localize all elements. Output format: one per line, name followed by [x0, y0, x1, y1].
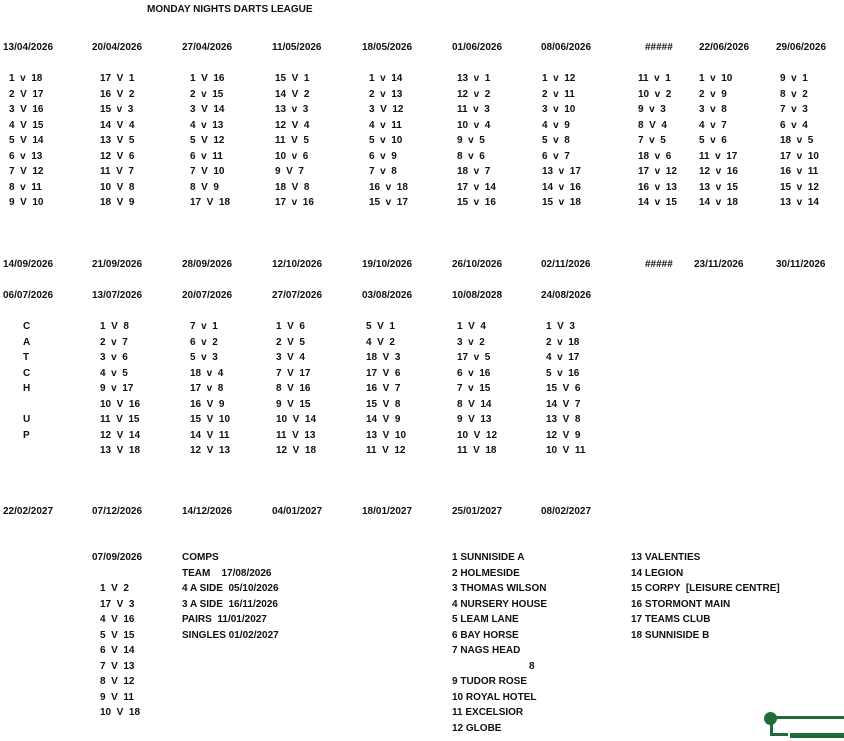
team-entry: 18 SUNNISIDE B	[631, 629, 710, 641]
fixture-cell: 10 v 4	[457, 119, 491, 131]
fixture-cell: 5 v 6	[699, 135, 727, 146]
team-entry: 3 THOMAS WILSON	[452, 583, 547, 594]
fixture-cell: 16 V 7	[366, 383, 401, 394]
fixture-cell: 11 V 7	[100, 166, 134, 177]
fixture-cell: 1 V 4	[457, 321, 486, 332]
fixture-cell: 4 v 11	[369, 119, 402, 131]
fixture-cell: 5 v 8	[542, 135, 570, 146]
date-header: 02/11/2026	[541, 259, 591, 270]
date-header: 27/04/2026	[182, 42, 233, 53]
fixture-cell: 13 V 5	[100, 135, 135, 146]
fixture-cell: 4 V 16	[100, 614, 135, 625]
team-entry: 14 LEGION	[631, 567, 684, 579]
comps-line: TEAM 17/08/2026	[182, 567, 272, 579]
fixture-cell: 4 v 9	[542, 119, 570, 131]
date-header: 19/10/2026	[362, 259, 413, 270]
fixture-cell: 10 V 12	[457, 429, 498, 441]
fixture-cell: 13 v 17	[542, 166, 581, 177]
date-header: 13/07/2026	[92, 290, 143, 301]
fixture-cell: 9 V 11	[100, 691, 134, 703]
fixture-cell: 1 V 2	[100, 583, 129, 594]
fixture-cell: 15 v 3	[100, 104, 134, 115]
date-header: 20/04/2026	[92, 42, 143, 53]
fixture-cell: 14 v 15	[638, 197, 677, 208]
fixture-cell: 12 V 13	[190, 445, 231, 456]
date-header: 12/10/2026	[272, 259, 323, 270]
fixture-cell: 9 v 3	[638, 104, 666, 115]
fixture-cell: 9 V 13	[457, 414, 492, 425]
date-header: 04/01/2027	[272, 506, 323, 517]
date-header: 30/11/2026	[776, 259, 826, 270]
fixture-cell: 2 V 17	[9, 88, 44, 100]
team-entry: 13 VALENTIES	[631, 552, 701, 563]
catch-cup-letter: P	[23, 429, 30, 441]
logo-bar-top	[776, 716, 844, 719]
team-entry: 12 GLOBE	[452, 722, 502, 734]
comps-line: 4 A SIDE 05/10/2026	[182, 583, 279, 594]
fixture-cell: 15 v 17	[369, 197, 408, 208]
fixture-cell: 16 V 2	[100, 88, 135, 100]
date-header: 11/05/2026	[272, 42, 322, 53]
comps-line: PAIRS 11/01/2027	[182, 614, 267, 625]
date-header: 14/09/2026	[3, 259, 54, 270]
fixture-cell: 12 V 4	[275, 119, 310, 131]
fixture-cell: 1 v 18	[9, 73, 43, 84]
date-header: 06/07/2026	[3, 290, 54, 301]
fixture-cell: 7 v 8	[369, 166, 397, 177]
fixture-cell: 9 V 10	[9, 197, 44, 208]
date-header: 18/05/2026	[362, 42, 413, 53]
fixture-cell: 10 v 6	[275, 150, 309, 162]
fixture-cell: 16 v 13	[638, 181, 677, 193]
fixture-cell: 8 v 6	[457, 150, 485, 162]
team-entry: 16 STORMONT MAIN	[631, 598, 731, 610]
fixture-cell: 6 v 4	[780, 119, 808, 131]
fixture-cell: 10 v 2	[638, 88, 672, 100]
fixture-cell: 7 V 13	[100, 660, 135, 672]
fixture-cell: 7 V 17	[276, 367, 311, 379]
fixture-cell: 11 V 12	[366, 445, 406, 456]
fixture-cell: 16 v 11	[780, 166, 819, 177]
team-entry: 8	[529, 660, 535, 672]
fixture-cell: 7 V 10	[190, 166, 225, 177]
date-header: 03/08/2026	[362, 290, 413, 301]
fixture-cell: 2 v 15	[190, 88, 224, 100]
team-entry: 1 SUNNISIDE A	[452, 552, 525, 563]
fixture-cell: 9 V 15	[276, 398, 311, 410]
fixture-cell: 17 v 10	[780, 150, 819, 162]
fixture-cell: 4 V 2	[366, 336, 395, 348]
fixture-cell: 16 v 18	[369, 181, 408, 193]
fixture-cell: 8 v 2	[780, 88, 808, 100]
fixture-cell: 18 v 4	[190, 367, 224, 379]
date-header: 20/07/2026	[182, 290, 233, 301]
fixture-cell: 12 V 14	[100, 429, 141, 441]
fixture-cell: 13 v 1	[457, 73, 491, 84]
fixture-cell: 10 V 8	[100, 181, 135, 193]
fixture-cell: 15 V 8	[366, 398, 401, 410]
fixture-cell: 13 V 18	[100, 445, 141, 456]
fixture-cell: 11 v 1	[638, 73, 671, 84]
fixture-cell: 14 v 18	[699, 197, 738, 208]
fixture-cell: 15 V 6	[546, 383, 581, 394]
fixture-cell: 5 V 14	[9, 135, 44, 146]
fixture-cell: 11 v 3	[457, 104, 490, 115]
fixture-cell: 6 v 2	[190, 336, 218, 348]
fixture-cell: 6 v 11	[190, 150, 223, 162]
date-header: #####	[645, 42, 673, 53]
fixture-cell: 8 V 16	[276, 383, 311, 394]
date-header: 21/09/2026	[92, 259, 143, 270]
date-header: 28/09/2026	[182, 259, 233, 270]
team-entry: 10 ROYAL HOTEL	[452, 691, 537, 703]
fixture-cell: 8 V 14	[457, 398, 492, 410]
date-header: 18/01/2027	[362, 506, 413, 517]
fixture-cell: 1 v 10	[699, 73, 733, 84]
fixture-cell: 11 V 18	[457, 445, 497, 456]
fixture-cell: 17 V 3	[100, 598, 135, 610]
date-header: 14/12/2026	[182, 506, 233, 517]
fixture-cell: 6 V 14	[100, 645, 135, 656]
fixture-cell: 5 V 12	[190, 135, 225, 146]
fixture-cell: 12 v 2	[457, 88, 491, 100]
fixture-cell: 4 v 17	[546, 352, 580, 363]
fixture-cell: 6 v 16	[457, 367, 491, 379]
date-header: 13/04/2026	[3, 42, 54, 53]
fixture-cell: 17 V 6	[366, 367, 401, 379]
date-header: 24/08/2026	[541, 290, 592, 301]
fixture-cell: 4 V 15	[9, 119, 44, 131]
fixture-cell: 5 V 1	[366, 321, 395, 332]
fixture-cell: 13 v 3	[275, 104, 309, 115]
fixture-cell: 4 v 7	[699, 119, 727, 131]
fixture-cell: 9 v 17	[100, 383, 134, 394]
team-entry: 11 EXCELSIOR	[452, 707, 524, 718]
fixture-cell: 4 v 13	[190, 119, 224, 131]
fixture-cell: 3 v 6	[100, 352, 128, 363]
date-header: 23/11/2026	[694, 259, 744, 270]
fixture-cell: 3 v 8	[699, 104, 727, 115]
catch-cup-letter: U	[23, 414, 31, 425]
fixture-cell: 16 V 9	[190, 398, 225, 410]
fixture-cell: 10 V 14	[276, 414, 317, 425]
fixture-cell: 8 v 11	[9, 181, 42, 193]
fixture-cell: 14 V 7	[546, 398, 581, 410]
fixture-cell: 14 V 2	[275, 88, 310, 100]
fixture-cell: 5 V 15	[100, 629, 135, 641]
fixture-cell: 12 v 16	[699, 166, 738, 177]
comps-line: SINGLES 01/02/2027	[182, 629, 279, 641]
catch-cup-letter: C	[23, 367, 31, 379]
fixture-cell: 11 V 15	[100, 414, 140, 425]
fixture-cell: 15 v 12	[780, 181, 819, 193]
catch-cup-letter: T	[23, 352, 30, 363]
date-header: 27/07/2026	[272, 290, 323, 301]
team-entry: 17 TEAMS CLUB	[631, 614, 711, 625]
fixture-cell: 13 v 14	[780, 197, 819, 208]
fixture-cell: 8 V 4	[638, 119, 667, 131]
fixture-cell: 17 V 1	[100, 73, 135, 84]
date-header: 29/06/2026	[776, 42, 827, 53]
fixture-cell: 15 v 16	[457, 197, 496, 208]
fixture-cell: 9 V 7	[275, 166, 304, 177]
fixture-cell: 2 v 11	[542, 88, 575, 100]
fixture-cell: 15 V 1	[275, 73, 310, 84]
fixture-cell: 13 V 10	[366, 429, 407, 441]
fixture-cell: 2 v 18	[546, 336, 580, 348]
fixture-cell: 12 V 6	[100, 150, 135, 162]
fixture-cell: 1 V 3	[546, 321, 575, 332]
fixture-cell: 14 v 16	[542, 181, 581, 193]
fixture-cell: 9 v 5	[457, 135, 485, 146]
date-header: 08/06/2026	[541, 42, 592, 53]
catch-cup-letter: H	[23, 383, 31, 394]
fixture-cell: 18 v 7	[457, 166, 491, 177]
fixture-cell: 7 v 15	[457, 383, 491, 394]
comps-line: COMPS	[182, 552, 219, 563]
fixture-cell: 17 V 18	[190, 197, 231, 208]
fixture-cell: 13 V 8	[546, 414, 581, 425]
fixture-cell: 3 v 10	[542, 104, 576, 115]
team-entry: 2 HOLMESIDE	[452, 567, 520, 579]
date-header: 07/09/2026	[92, 552, 143, 563]
team-entry: 5 LEAM LANE	[452, 614, 519, 625]
catch-cup-letter: C	[23, 321, 31, 332]
fixture-cell: 6 v 9	[369, 150, 397, 162]
fixture-cell: 2 v 7	[100, 336, 128, 348]
fixture-cell: 12 V 9	[546, 429, 581, 441]
date-header: 26/10/2026	[452, 259, 503, 270]
fixture-cell: 18 V 3	[366, 352, 401, 363]
fixture-cell: 17 v 14	[457, 181, 496, 193]
fixture-cell: 7 v 1	[190, 321, 218, 332]
date-header: #####	[645, 259, 673, 270]
date-header: 25/01/2027	[452, 506, 503, 517]
fixture-cell: 17 v 16	[275, 197, 314, 208]
team-entry: 9 TUDOR ROSE	[452, 676, 528, 687]
fixture-cell: 7 v 5	[638, 135, 666, 146]
fixture-cell: 17 v 5	[457, 352, 491, 363]
fixture-cell: 1 V 16	[190, 73, 225, 84]
fixture-cell: 5 v 3	[190, 352, 218, 363]
date-header: 01/06/2026	[452, 42, 503, 53]
fixture-cell: 10 V 11	[546, 445, 586, 456]
fixture-cell: 8 V 9	[190, 181, 219, 193]
date-header: 08/02/2027	[541, 506, 592, 517]
fixture-cell: 15 v 18	[542, 197, 581, 208]
fixture-cell: 9 v 1	[780, 73, 808, 84]
fixture-cell: 4 v 5	[100, 367, 128, 379]
fixture-cell: 3 V 12	[369, 104, 404, 115]
fixture-cell: 3 V 4	[276, 352, 305, 363]
fixture-cell: 10 V 18	[100, 707, 141, 718]
fixture-cell: 8 V 12	[100, 676, 135, 687]
fixture-cell: 17 v 8	[190, 383, 224, 394]
team-entry: 4 NURSERY HOUSE	[452, 598, 548, 610]
fixture-cell: 11 V 5	[275, 135, 309, 146]
fixture-cell: 15 V 10	[190, 414, 231, 425]
fixture-cell: 7 v 3	[780, 104, 808, 115]
fixture-cell: 12 V 18	[276, 445, 317, 456]
fixture-cell: 5 v 16	[546, 367, 580, 379]
fixture-cell: 2 V 5	[276, 336, 305, 348]
team-entry: 7 NAGS HEAD	[452, 645, 521, 656]
fixture-cell: 14 V 11	[190, 429, 230, 441]
fixture-cell: 18 V 9	[100, 197, 135, 208]
fixture-cell: 7 V 12	[9, 166, 44, 177]
date-header: 22/06/2026	[699, 42, 750, 53]
fixture-cell: 11 v 17	[699, 150, 738, 162]
fixture-cell: 6 v 13	[9, 150, 43, 162]
fixture-cell: 1 V 6	[276, 321, 305, 332]
fixture-cell: 3 V 14	[190, 104, 225, 115]
team-entry: 15 CORPY [LEISURE CENTRE]	[631, 583, 780, 594]
page-title: MONDAY NIGHTS DARTS LEAGUE	[147, 4, 313, 15]
fixture-cell: 2 v 9	[699, 88, 727, 100]
fixture-cell: 17 v 12	[638, 166, 677, 177]
fixture-cell: 1 V 8	[100, 321, 129, 332]
fixture-cell: 6 v 7	[542, 150, 570, 162]
team-entry: 6 BAY HORSE	[452, 629, 519, 641]
fixture-cell: 5 v 10	[369, 135, 403, 146]
fixture-cell: 13 v 15	[699, 181, 738, 193]
fixture-cell: 11 V 13	[276, 429, 316, 441]
date-header: 10/08/2028	[452, 290, 503, 301]
fixture-cell: 18 V 8	[275, 181, 310, 193]
fixture-cell: 1 v 12	[542, 73, 576, 84]
fixture-cell: 2 v 13	[369, 88, 403, 100]
logo-bar-bottom-short	[770, 733, 788, 736]
comps-line: 3 A SIDE 16/11/2026	[182, 598, 278, 610]
fixture-cell: 3 V 16	[9, 104, 44, 115]
fixture-cell: 18 v 6	[638, 150, 672, 162]
fixture-cell: 14 V 9	[366, 414, 401, 425]
fixture-cell: 10 V 16	[100, 398, 141, 410]
fixture-cell: 18 v 5	[780, 135, 814, 146]
date-header: 07/12/2026	[92, 506, 143, 517]
logo-bar-bottom	[790, 733, 844, 738]
fixture-cell: 14 V 4	[100, 119, 135, 131]
catch-cup-letter: A	[23, 336, 31, 348]
fixture-cell: 3 v 2	[457, 336, 485, 348]
fixture-cell: 1 v 14	[369, 73, 403, 84]
date-header: 22/02/2027	[3, 506, 54, 517]
